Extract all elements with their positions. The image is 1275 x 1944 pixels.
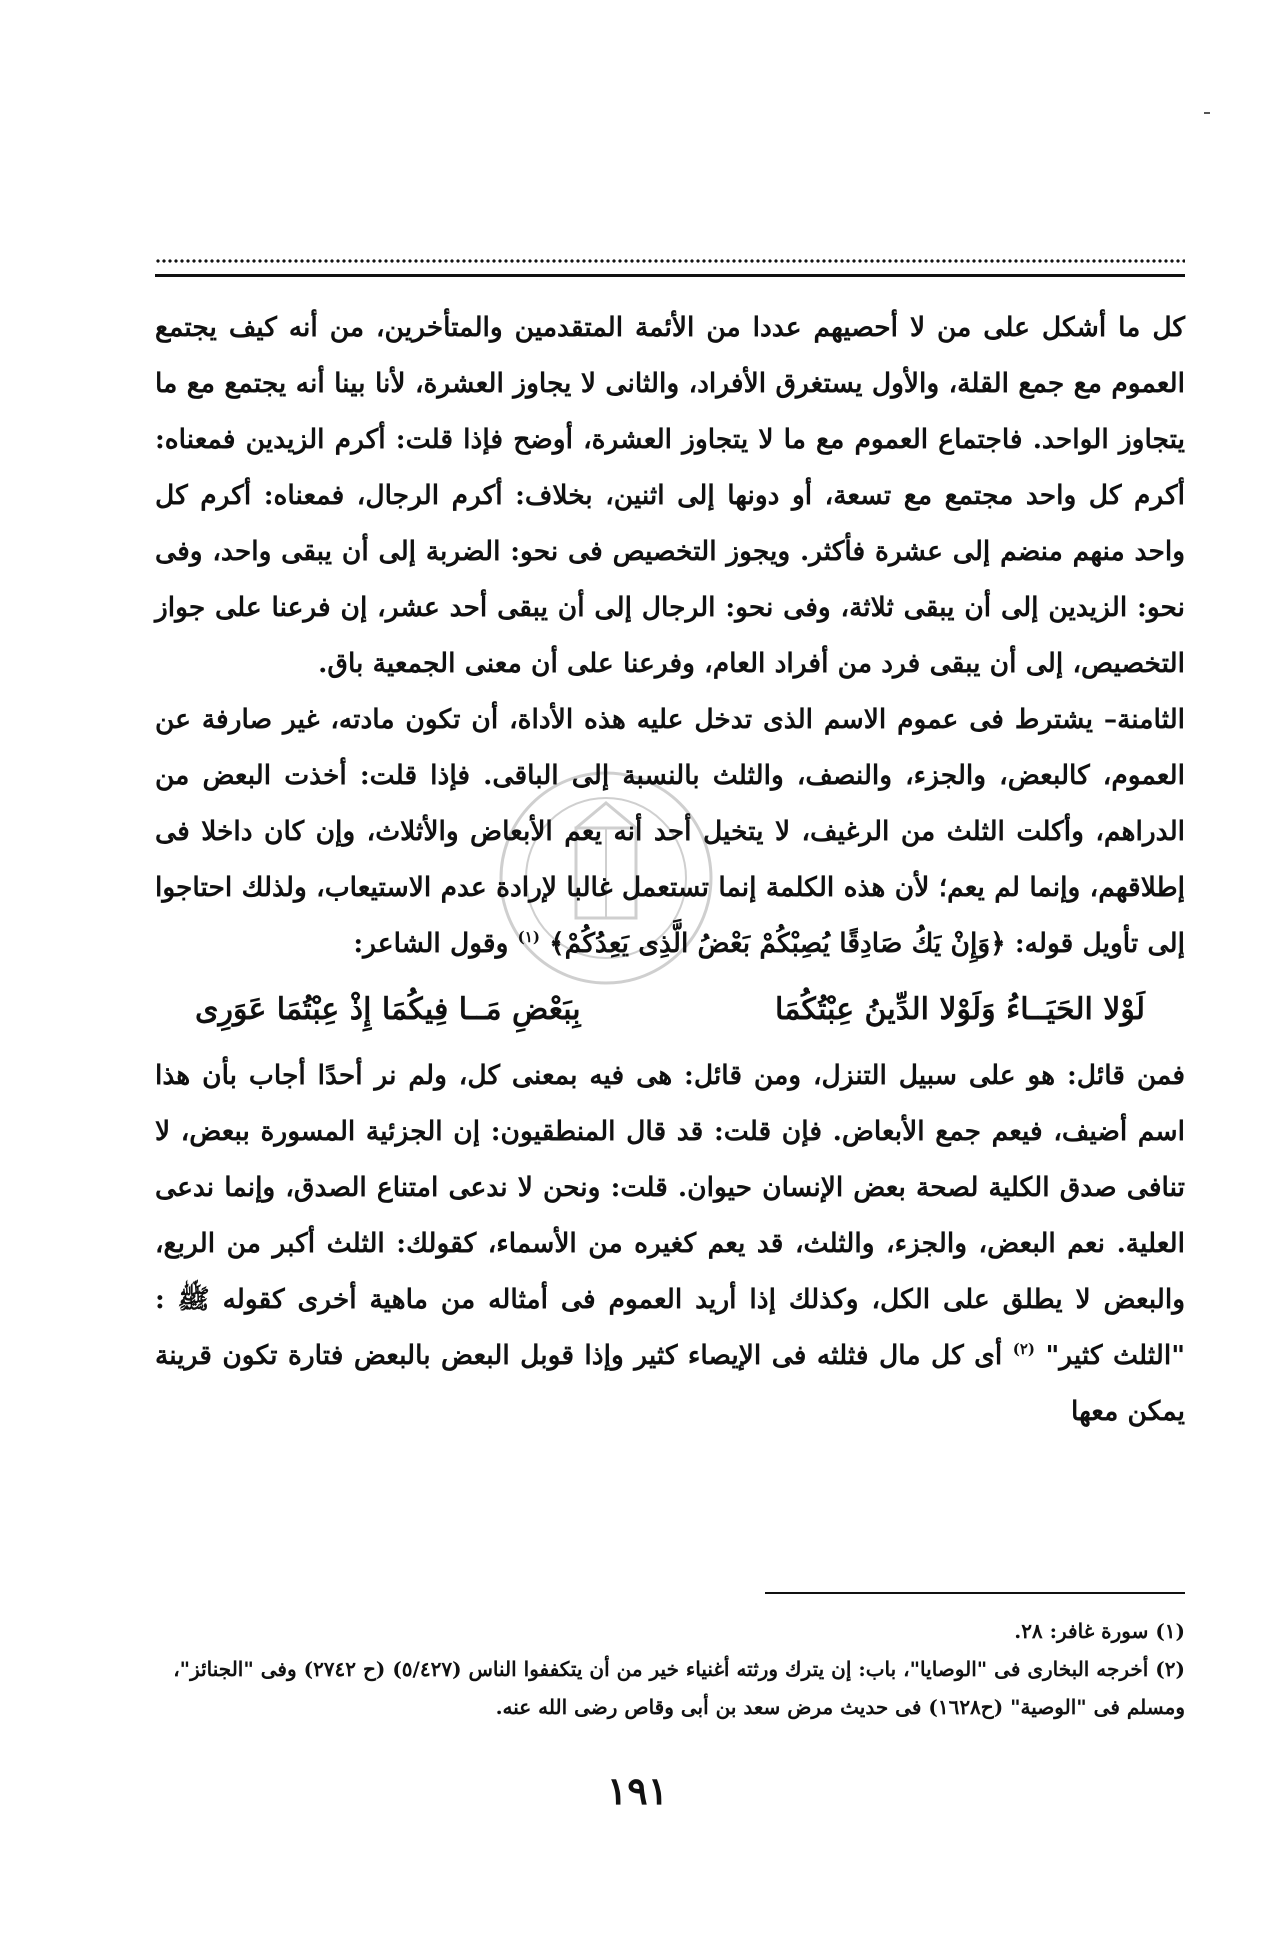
footnotes — [155, 1612, 1185, 1726]
verse-left-hemistich: بِبَعْضِ مَــا فِيكُمَا إِذْ عِبْتُمَا عَوَرِى — [195, 992, 581, 1027]
poetry-verse — [155, 972, 1185, 1048]
paragraph-3 — [155, 1048, 1185, 1440]
paragraph-1: كل ما أشكل على من لا أحصيهم عددا من الأئمة المتقدمين والمتأخرين، من أنه كيف يجتمع العموم مع جمع القلة، والأول يستغرق الأفراد، والثانى لا يجاوز العشرة، لأنا بينا أنه يجتمع مع ما يتجاوز الواحد. فاجتماع العموم مع ما لا يتجاوز العشرة، أوضح فإذا قلت: أكرم الزيدين فمعناه: أكرم كل واحد مجتمع مع تسعة، أو دونها إلى اثنين، بخلاف: أكرم الرجال، فمعناه: أكرم كل واحد منهم منضم إلى عشرة فأكثر. ويجوز التخصيص فى نحو: الضربة إلى أن يبقى واحد، وفى نحو: الزيدين إلى أن يبقى ثلاثة، وفى نحو: الرجال إلى أن يبقى أحد عشر، إن فرعنا على جواز التخصيص، إلى أن يبقى فرد من أفراد العام، وفرعنا على أن معنى الجمعية باق. — [155, 312, 1185, 679]
footnote-divider — [765, 1592, 1185, 1594]
paragraph-3-tail: أى كل مال فثلثه فى الإيصاء كثير وإذا قوبل البعض بالبعض فتارة تكون قرينة يمكن معها — [155, 1340, 1185, 1427]
paragraph-2-text: يشترط فى عموم الاسم الذى تدخل عليه هذه الأداة، أن تكون مادته، غير صارفة عن العموم، كالبعض، والجزء، والنصف، والثلث بالنسبة إلى الباقى. فإذا قلت: أخذت البعض من الدراهم، وأكلت الثلث من الرغيف، لا يتخيل أحد أنه يعم الأبعاض والأثلاث، وإن كان داخلا فى إطلاقهم، وإنما لم يعم؛ لأن هذه الكلمة إنما تستعمل غالبا لإرادة عدم الاستيعاب، ولذلك احتاجوا إلى تأويل قوله: ﴿وَإِنْ يَكُ صَادِقًا يُصِبْكُمْ بَعْضُ الَّذِى يَعِدُكُمْ﴾ — [155, 704, 1185, 959]
page-number: ١٩١ — [606, 1768, 669, 1813]
section-label: الثامنة– — [1103, 704, 1185, 735]
header-rule — [155, 258, 1185, 280]
main-text — [155, 300, 1185, 1440]
footnote-1: (١) سورة غافر: ٢٨. — [1014, 1619, 1185, 1643]
verse-right-hemistich: لَوْلا الحَيَــاءُ وَلَوْلا الدِّينُ عِبْتُكُمَا — [775, 992, 1145, 1027]
footnote-ref-1: (١) — [517, 928, 540, 947]
stray-mark — [1204, 112, 1210, 114]
paragraph-2 — [155, 692, 1185, 972]
solid-divider — [155, 274, 1185, 277]
paragraph-3-text: فمن قائل: هو على سبيل التنزل، ومن قائل: هى فيه بمعنى كل، ولم نر أحدًا أجاب بأن هذا اسم أضيف، فيعم جمع الأبعاض. فإن قلت: قد قال المنطقيون: إن الجزئية المسورة ببعض، لا تنافى صدق الكلية لصحة بعض الإنسان حيوان. قلت: ونحن لا ندعى امتناع الصدق، وإنما ندعى العلية. نعم البعض، والجزء، والثلث، قد يعم كغيره من الأسماء، كقولك: الثلث أكبر من الربع، والبعض لا يطلق على الكل، وكذلك إذا أريد العموم فى أمثاله من ماهية أخرى كقوله ﷺ : "الثلث كثير" — [155, 1060, 1186, 1371]
footnote-ref-2: (٢) — [1012, 1340, 1036, 1359]
paragraph-2-tail: وقول الشاعر: — [353, 928, 509, 959]
dotted-divider — [155, 258, 1185, 264]
footnote-2: (٢) أخرجه البخارى فى "الوصايا"، باب: إن يترك ورثته أغنياء خير من أن يتكففوا الناس (٥/٤٢٧) (ح ٢٧٤٢) وفى "الجنائز"، ومسلم فى "الوصية" (ح١٦٢٨) فى حديث مرض سعد بن أبى وقاص رضى الله عنه. — [173, 1657, 1185, 1719]
